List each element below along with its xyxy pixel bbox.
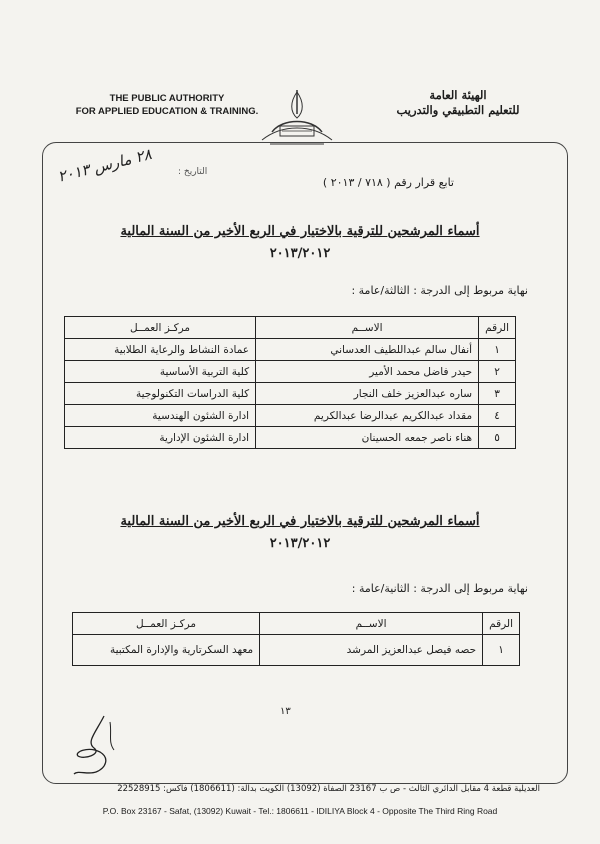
english-name-line1: THE PUBLIC AUTHORITY: [109, 93, 225, 104]
row-workplace: عمادة النشاط والرعاية الطلابية: [65, 339, 256, 361]
table-header-row: [73, 613, 520, 635]
header-workplace: مركـز العمــل: [65, 317, 256, 339]
footer-english-address: P.O. Box 23167 - Safat, (13092) Kuwait - Tel.: 1806611 - IDILIYA Block 4 - Opposite The Third Ring Road: [102, 806, 498, 816]
section2-table: [72, 612, 520, 666]
row-no: ٤: [479, 405, 516, 427]
row-workplace: ادارة الشئون الهندسية: [65, 405, 256, 427]
arabic-letterhead: [388, 88, 528, 118]
row-workplace: ادارة الشئون الإدارية: [65, 427, 256, 449]
table-row: [73, 635, 520, 666]
row-no: ٣: [479, 383, 516, 405]
section2-year: ٢٠١٣/٢٠١٢: [269, 536, 331, 551]
section1-grade: نهاية مربوط إلى الدرجة : الثالثة/عامة :: [351, 284, 528, 297]
arabic-name-line2: للتعليم التطبيقي والتدريب: [396, 103, 520, 117]
section1-table: [64, 316, 516, 449]
row-name: أنفال سالم عبداللطيف العدساني: [256, 339, 479, 361]
row-name: حيدر فاضل محمد الأمير: [256, 361, 479, 383]
row-no: ٢: [479, 361, 516, 383]
row-name: هناء ناصر جمعه الحسينان: [256, 427, 479, 449]
table-row: [65, 361, 516, 383]
table-row: [65, 405, 516, 427]
table-header-row: [65, 317, 516, 339]
decision-number: تابع قرار رقم ( ٧١٨ / ٢٠١٣ ): [322, 176, 454, 189]
header-workplace: مركـز العمــل: [73, 613, 260, 635]
date-label: التاريخ :: [178, 167, 208, 177]
header-no: الرقم: [483, 613, 520, 635]
english-name-line2: FOR APPLIED EDUCATION & TRAINING.: [75, 106, 259, 117]
section2-title: أسماء المرشحين للترقية بالاختيار في الربع الأخير من السنة المالية: [120, 514, 480, 529]
section1-year: ٢٠١٣/٢٠١٢: [269, 246, 331, 261]
footer-arabic-address: العديلية قطعة 4 مقابل الدائري الثالث - ص ب 23167 الصفاة (13092) الكويت بدالة: (1806611) فاكس: 22528915: [117, 784, 540, 794]
signature-mark: [66, 712, 126, 778]
header-no: الرقم: [479, 317, 516, 339]
row-no: ٥: [479, 427, 516, 449]
header-name: الاســم: [260, 613, 483, 635]
row-workplace: كلية الدراسات التكنولوجية: [65, 383, 256, 405]
arabic-name-line1: الهيئة العامة: [429, 88, 487, 102]
row-workplace: كلية التربية الأساسية: [65, 361, 256, 383]
row-name: حصه فيصل عبدالعزيز المرشد: [260, 635, 483, 666]
row-no: ١: [483, 635, 520, 666]
section1-title: أسماء المرشحين للترقية بالاختيار في الربع الأخير من السنة المالية: [120, 224, 480, 239]
table-row: [65, 427, 516, 449]
table-row: [65, 383, 516, 405]
header-name: الاســم: [256, 317, 479, 339]
section2-grade: نهاية مربوط إلى الدرجة : الثانية/عامة :: [351, 582, 528, 595]
authority-logo-icon: [252, 88, 342, 150]
row-name: مقداد عبدالكريم عبدالرضا عبدالكريم: [256, 405, 479, 427]
page-number: ١٣: [280, 706, 291, 717]
row-name: ساره عبدالعزيز خلف النجار: [256, 383, 479, 405]
english-letterhead: [72, 92, 262, 118]
row-no: ١: [479, 339, 516, 361]
table-row: [65, 339, 516, 361]
row-workplace: معهد السكرتارية والإدارة المكتبية: [73, 635, 260, 666]
handwritten-date: ٢٨ مارس ٢٠١٣: [55, 145, 154, 186]
